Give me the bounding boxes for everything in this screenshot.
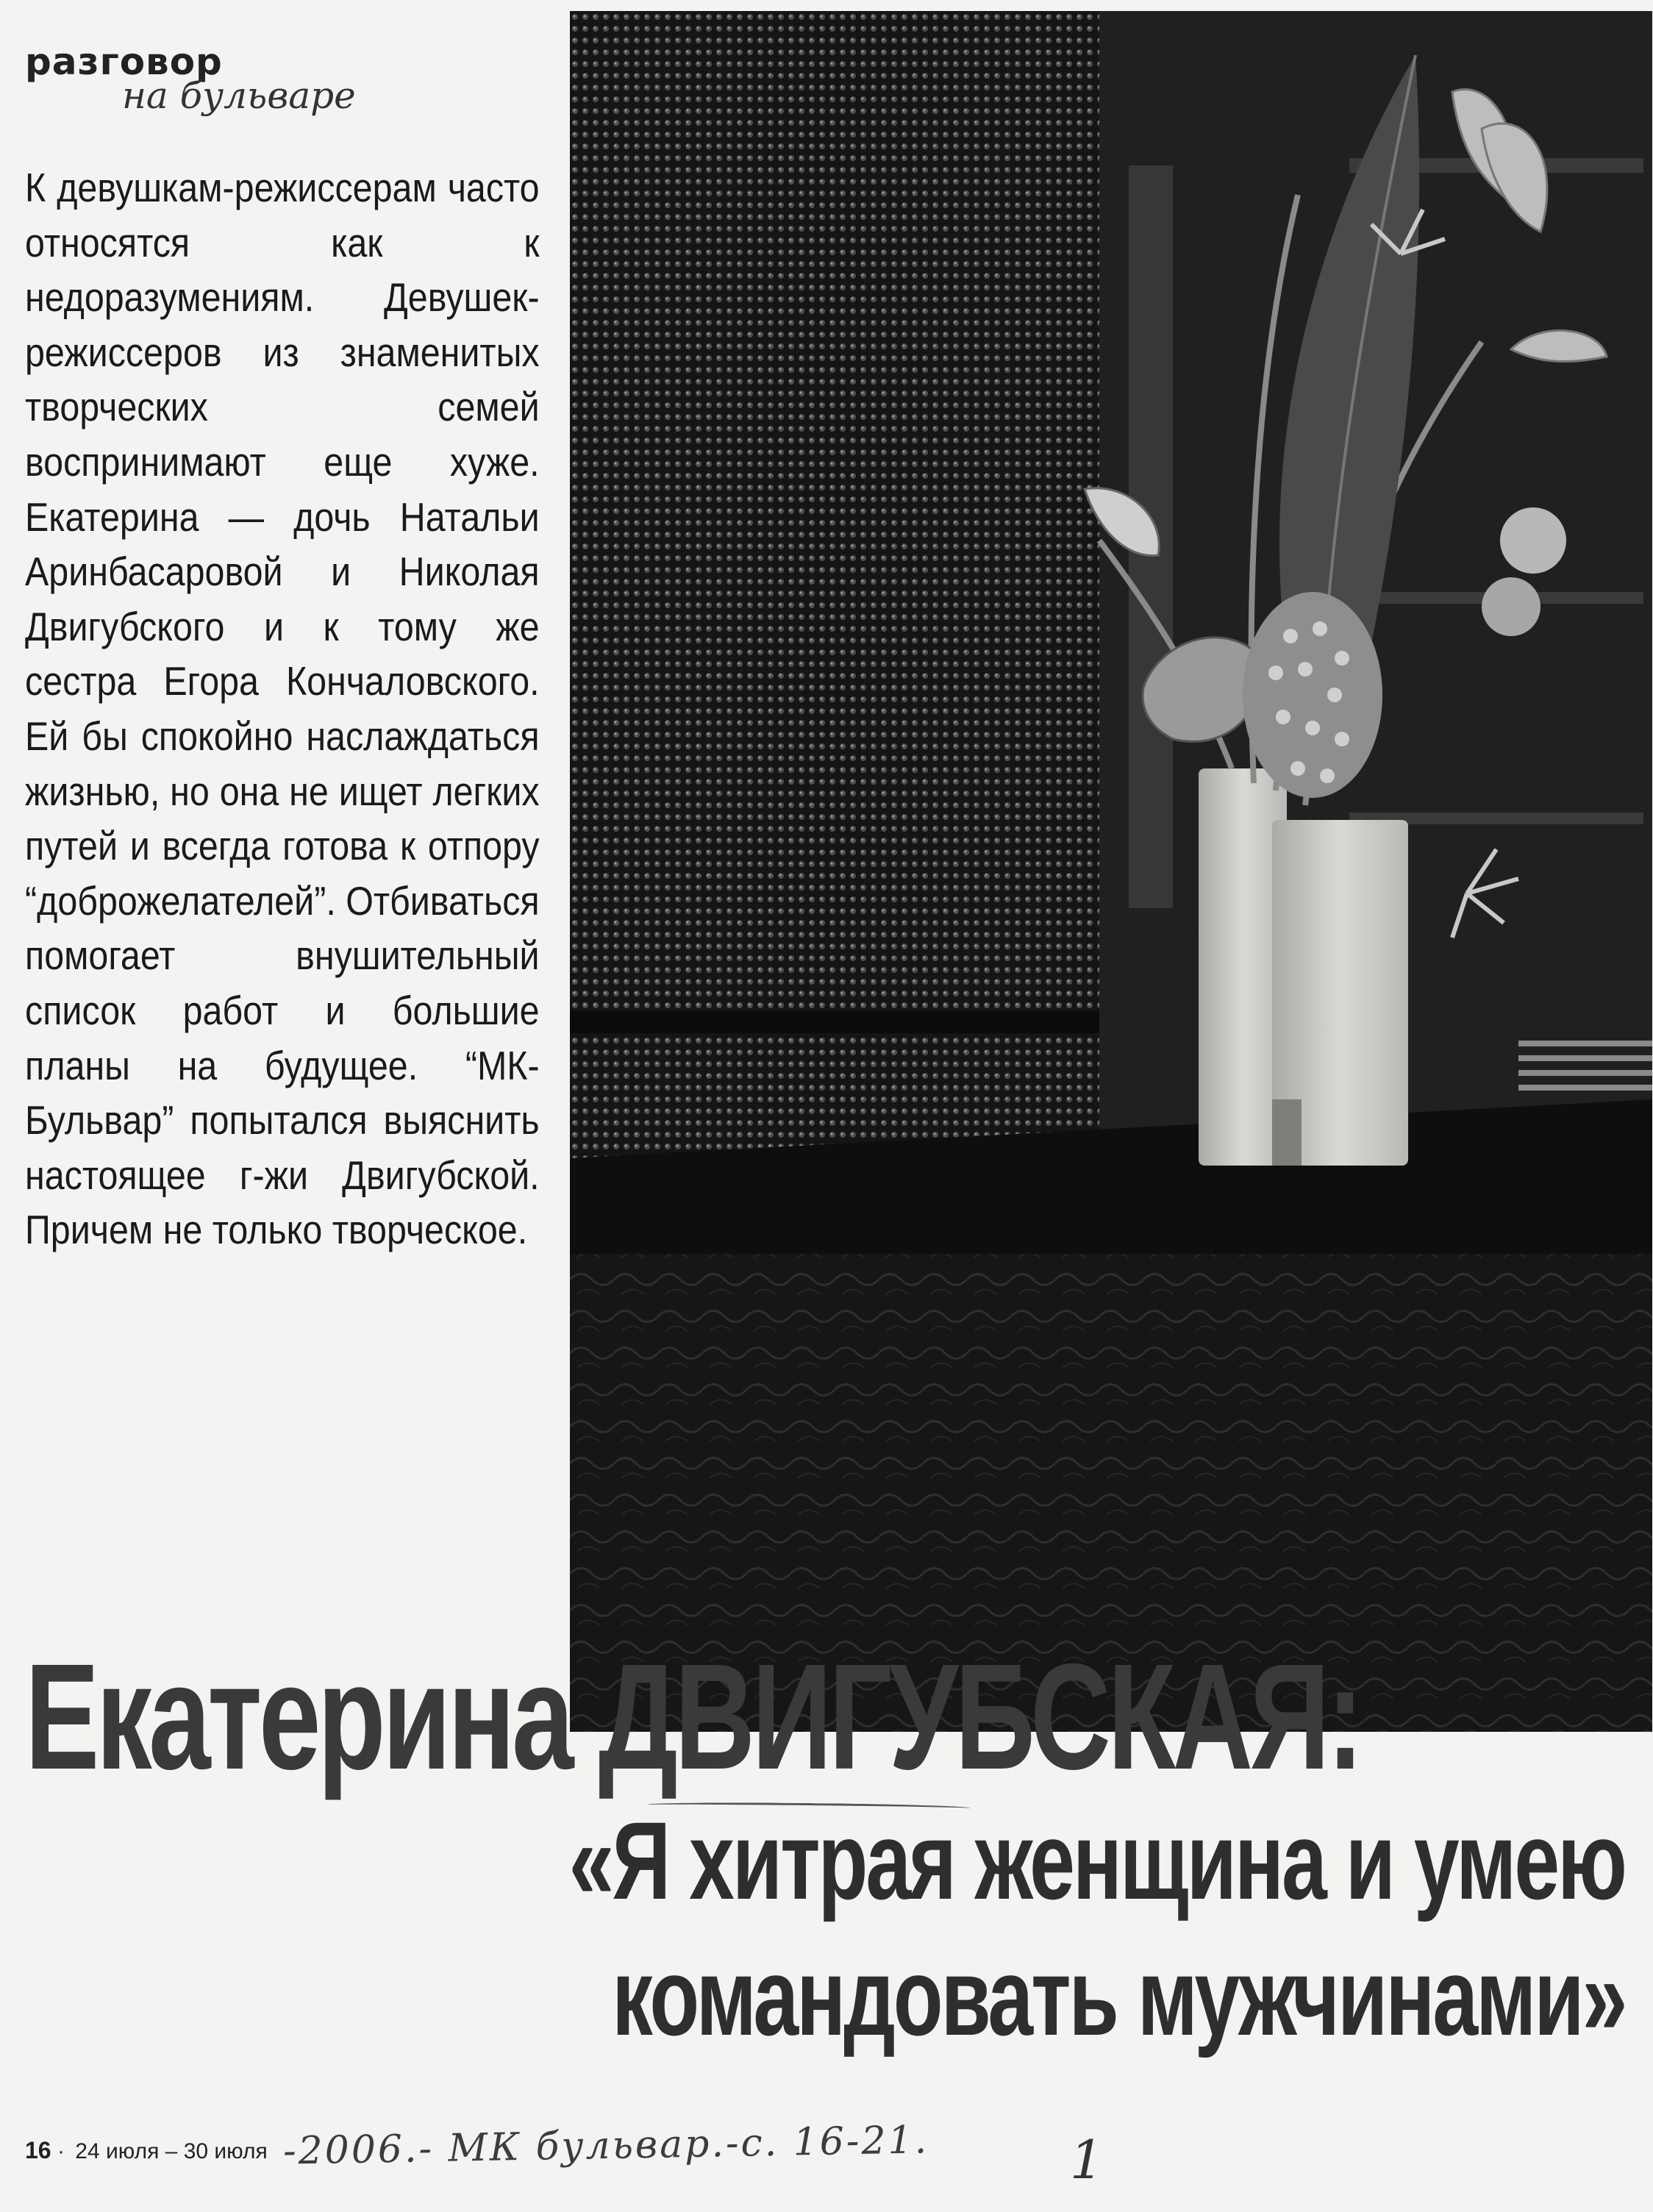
page-number: 16 bbox=[25, 2137, 51, 2163]
rubric bbox=[25, 41, 356, 116]
footer-separator-dot: · bbox=[57, 2139, 65, 2163]
lead-paragraph: К девушкам-режиссерам часто относятся как к недоразумениям. Девушек-режиссеров из знаменитых творческих семей воспринимают еще хуже. Екатерина — дочь Натальи Аринбасаровой и Николая Двигубского и к тому же сестра Егора Кончаловского. Ей бы спокойно наслаждаться жизнью, но она не ищет легких путей и всегда готова к отпору “доброжелателей”. Отбиваться помогает внушительный список работ и большие планы на будущее. “МК-Бульвар” попытался выяснить настоящее г-жи Двигубской. Причем не только творческое. bbox=[25, 165, 540, 1253]
issue-dates: 24 июля – 30 июля bbox=[75, 2139, 268, 2163]
headline-quote-line-2: командовать мужчинами» bbox=[611, 1935, 1625, 2058]
handwritten-note: -2006.- МК бульвар.-с. 16-21. bbox=[282, 2118, 929, 2174]
photo-illustration bbox=[570, 11, 1652, 1732]
handwritten-number: 1 bbox=[1070, 2129, 1104, 2191]
headline-quote-line-1: «Я хитрая женщина и умею bbox=[568, 1799, 1625, 1922]
page-footer bbox=[25, 2137, 268, 2164]
flower-arrangement-photo bbox=[570, 11, 1652, 1732]
rubric-subtitle: на бульваре bbox=[122, 74, 356, 117]
headline-name: Екатерина ДВИГУБСКАЯ: bbox=[25, 1633, 1361, 1801]
rubric-title: разговор bbox=[25, 40, 223, 83]
